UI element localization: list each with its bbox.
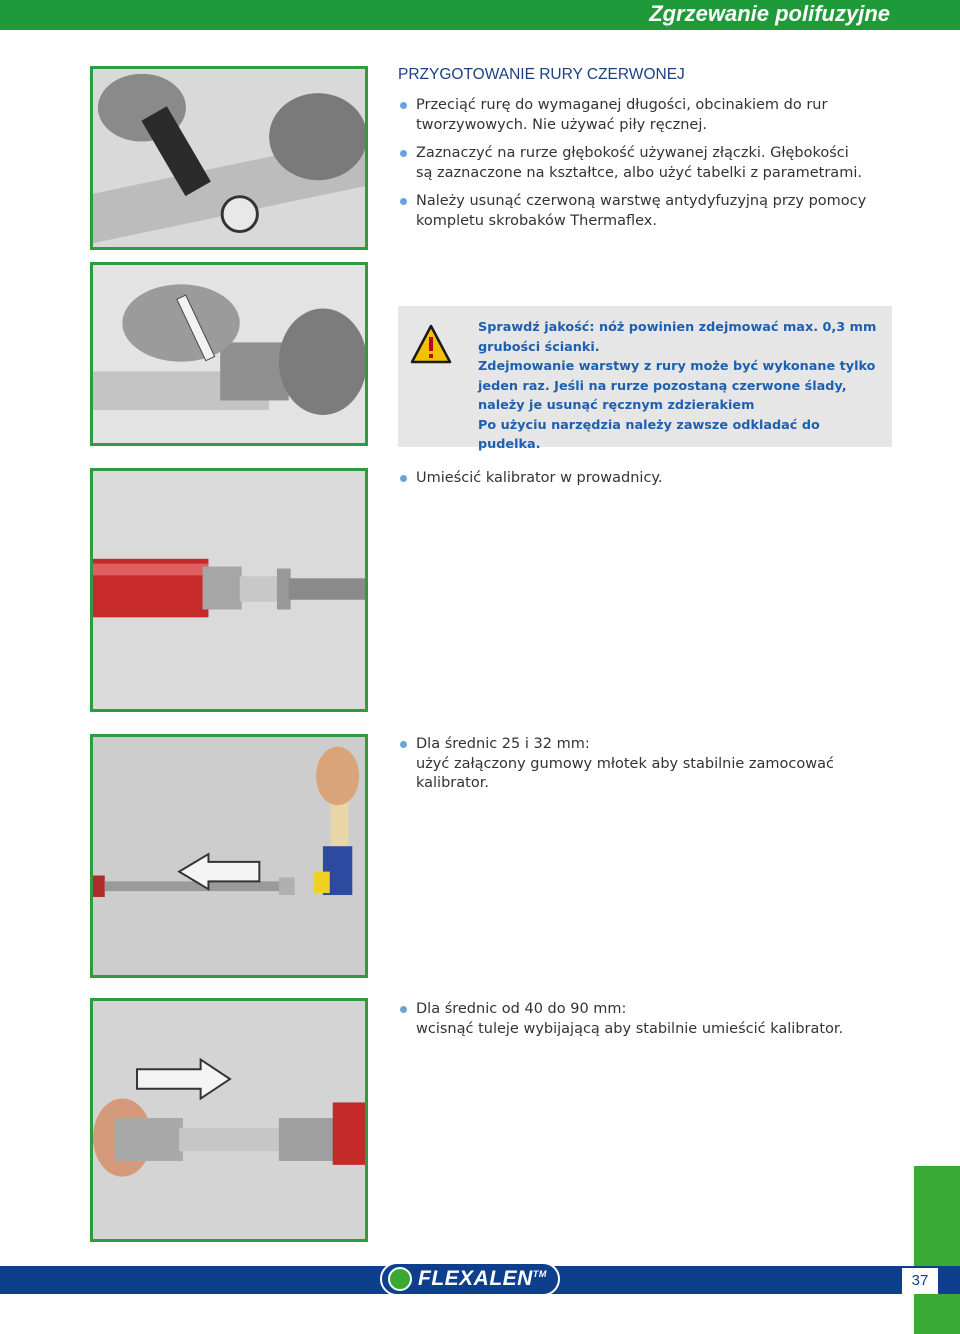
header-bar [0, 0, 960, 30]
photo-marking-depth [90, 262, 368, 446]
footer-green-accent [914, 1166, 960, 1334]
small-diameter-text: użyć załączony gumowy młotek aby stabilnie zamocować kalibrator. [416, 755, 834, 791]
flexalen-logo [380, 1262, 560, 1296]
logo-text: FLEXALEN™ [418, 1267, 547, 1290]
photo-ejector-sleeve [90, 998, 368, 1242]
bullet-remove-layer: Należy usunąć czerwoną warstwę antydyfuzyjną przy pomocy kompletu skrobaków Thermaflex. [398, 192, 868, 231]
bullet-cut-pipe: Przeciąć rurę do wymaganej długości, obcinakiem do rur tworzywowych. Nie używać piły ręcznej. [398, 96, 868, 135]
section-title: PRZYGOTOWANIE RURY CZERWONEJ [398, 66, 685, 83]
photo-calibrator-guide [90, 468, 368, 712]
header-title: Zgrzewanie polifuzyjne [649, 1, 890, 26]
warning-line-storage: Po użyciu narzędzia należy zawsze odkladać do pudelka. [478, 417, 820, 452]
warning-line-once: Zdejmowanie warstwy z rury może być wykonane tylko jeden raz. Jeśli na rurze pozostaną czerwone ślady, należy je usunąć ręcznym zdzierakiem [478, 359, 876, 413]
small-diameter-heading: Dla średnic 25 i 32 mm: [416, 736, 590, 752]
bullet-mark-depth: Zaznaczyć na rurze głębokość używanej złączki. Głębokości są zaznaczone na kształtce, albo użyć tabelki z parametrami. [398, 144, 868, 183]
logo-cross-icon [388, 1267, 412, 1291]
warning-box [398, 306, 892, 452]
page-number: 37 [902, 1268, 938, 1294]
photo-rubber-hammer [90, 734, 368, 978]
photo-pipe-cutting [90, 66, 368, 250]
bullet-calibrator: Umieścić kalibrator w prowadnicy. [398, 469, 868, 489]
bullet-large-diameter [398, 1000, 868, 1039]
warning-triangle-icon [410, 324, 452, 364]
large-diameter-text: wcisnąć tuleje wybijającą aby stabilnie umieścić kalibrator. [416, 1020, 844, 1037]
large-diameter-heading: Dla średnic od 40 do 90 mm: [416, 1001, 627, 1017]
intro-bullets [398, 96, 868, 240]
small-diameter-step [398, 735, 868, 803]
bullet-small-diameter [398, 735, 868, 794]
warning-text [478, 318, 878, 455]
large-diameter-step [398, 1000, 868, 1048]
warning-line-quality: Sprawdź jakość: nóż powinien zdejmować max. 0,3 mm grubości ścianki. [478, 320, 877, 355]
calibrator-step [398, 469, 868, 498]
